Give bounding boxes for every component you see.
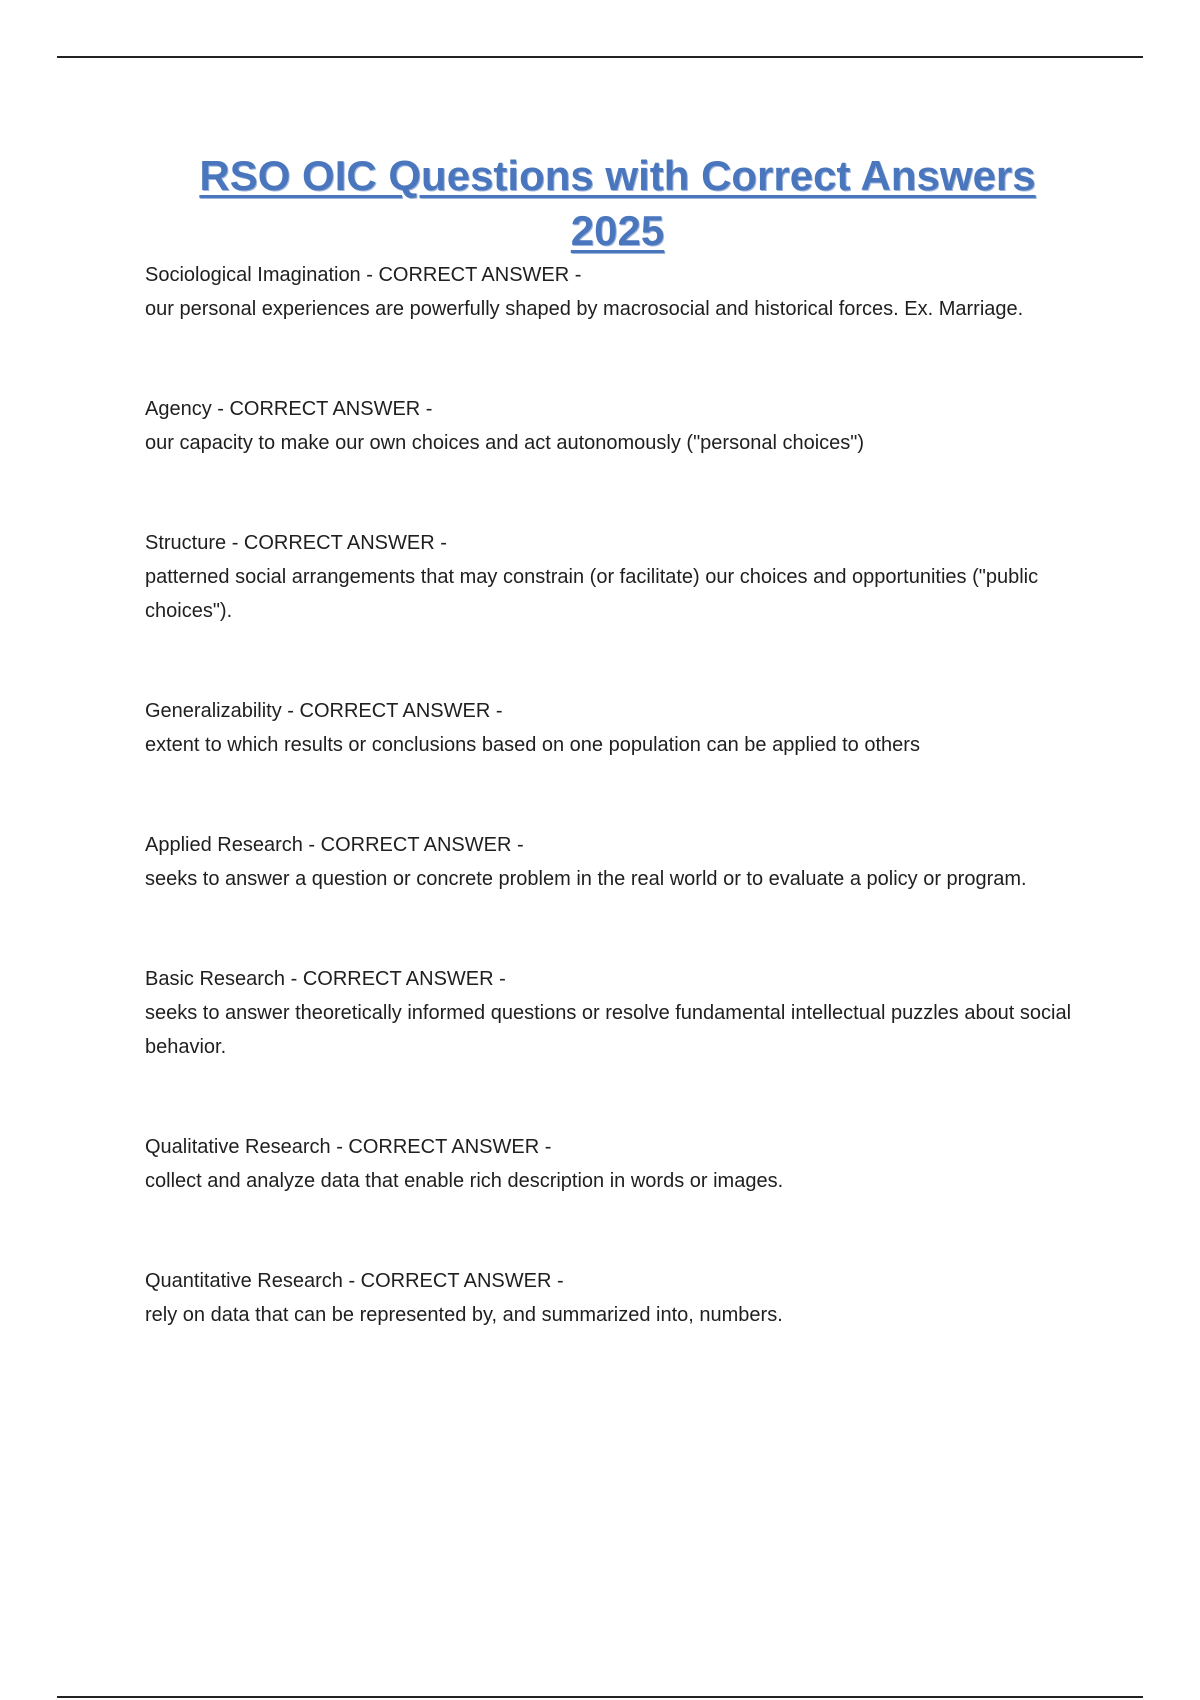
qa-answer: patterned social arrangements that may constrain (or facilitate) our choices and opportunities ("public choices"). (145, 566, 1039, 622)
qa-item (145, 392, 1090, 460)
qa-question: Agency - CORRECT ANSWER - (145, 398, 433, 420)
qa-item (145, 962, 1090, 1064)
qa-item (145, 258, 1090, 326)
qa-item (145, 828, 1090, 896)
qa-answer: collect and analyze data that enable rich description in words or images. (145, 1170, 784, 1192)
qa-answer: our personal experiences are powerfully shaped by macrosocial and historical forces. Ex. Marriage. (145, 298, 1024, 320)
qa-question: Applied Research - CORRECT ANSWER - (145, 834, 524, 856)
qa-question: Qualitative Research - CORRECT ANSWER - (145, 1136, 552, 1158)
bottom-rule (57, 1696, 1143, 1698)
qa-answer: our capacity to make our own choices and act autonomously ("personal choices") (145, 432, 865, 454)
qa-question: Basic Research - CORRECT ANSWER - (145, 968, 506, 990)
qa-answer: seeks to answer a question or concrete problem in the real world or to evaluate a policy or program. (145, 868, 1027, 890)
qa-question: Sociological Imagination - CORRECT ANSWER - (145, 264, 582, 286)
top-rule (57, 56, 1143, 58)
qa-answer: extent to which results or conclusions based on one population can be applied to others (145, 734, 920, 756)
qa-list (145, 258, 1090, 1332)
qa-answer: rely on data that can be represented by, and summarized into, numbers. (145, 1304, 783, 1326)
qa-item (145, 694, 1090, 762)
qa-item (145, 1130, 1090, 1198)
qa-answer: seeks to answer theoretically informed questions or resolve fundamental intellectual puzzles about social behavior. (145, 1002, 1072, 1058)
qa-question: Generalizability - CORRECT ANSWER - (145, 700, 503, 722)
qa-question: Structure - CORRECT ANSWER - (145, 532, 447, 554)
page-title: RSO OIC Questions with Correct Answers 2025 (199, 152, 1036, 254)
qa-item (145, 1264, 1090, 1332)
qa-item (145, 526, 1090, 628)
qa-question: Quantitative Research - CORRECT ANSWER - (145, 1270, 564, 1292)
